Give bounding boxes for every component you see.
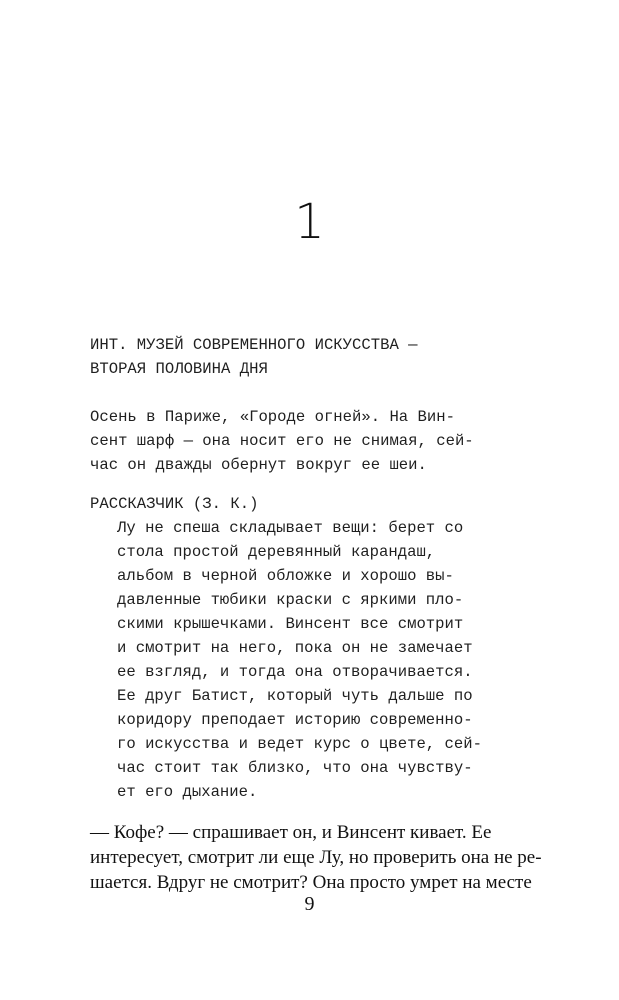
dialogue-line: ее взгляд, и тогда она отворачивается.	[117, 663, 473, 681]
page-number: 9	[304, 893, 315, 915]
prose-line: шается. Вдруг не смотрит? Она просто умрет на месте	[90, 872, 532, 893]
dialogue-line: Лу не спеша складывает вещи: берет со	[117, 519, 464, 537]
prose-line: — Кофе? — спрашивает он, и Винсент кивает. Ее	[90, 822, 492, 843]
dialogue-line: час стоит так близко, что она чувству-	[117, 759, 473, 777]
dialogue-line: скими крышечками. Винсент все смотрит	[117, 615, 464, 633]
character-name: РАССКАЗЧИК (З. К.)	[90, 495, 259, 513]
dialogue-line: го искусства и ведет курс о цвете, сей-	[117, 735, 482, 753]
scene-heading-line: ВТОРАЯ ПОЛОВИНА ДНЯ	[90, 360, 268, 378]
chapter-number: 1	[294, 194, 325, 250]
dialogue-line: ет его дыхание.	[117, 783, 258, 801]
action-line: сент шарф — она носит его не снимая, сей-	[90, 432, 474, 450]
prose-line: интересует, смотрит ли еще Лу, но проверить она не ре-	[90, 847, 542, 868]
dialogue-line: стола простой деревянный карандаш,	[117, 543, 436, 561]
action-line: Осень в Париже, «Городе огней». На Вин-	[90, 408, 455, 426]
action-line: час он дважды обернут вокруг ее шеи.	[90, 456, 427, 474]
scene-heading-line: ИНТ. МУЗЕЙ СОВРЕМЕННОГО ИСКУССТВА —	[90, 336, 418, 354]
dialogue-line: давленные тюбики краски с яркими пло-	[117, 591, 464, 609]
dialogue-line: коридору преподает историю современно-	[117, 711, 473, 729]
dialogue-line: Ее друг Батист, который чуть дальше по	[117, 687, 473, 705]
dialogue-line: альбом в черной обложке и хорошо вы-	[117, 567, 454, 585]
dialogue-line: и смотрит на него, пока он не замечает	[117, 639, 473, 657]
